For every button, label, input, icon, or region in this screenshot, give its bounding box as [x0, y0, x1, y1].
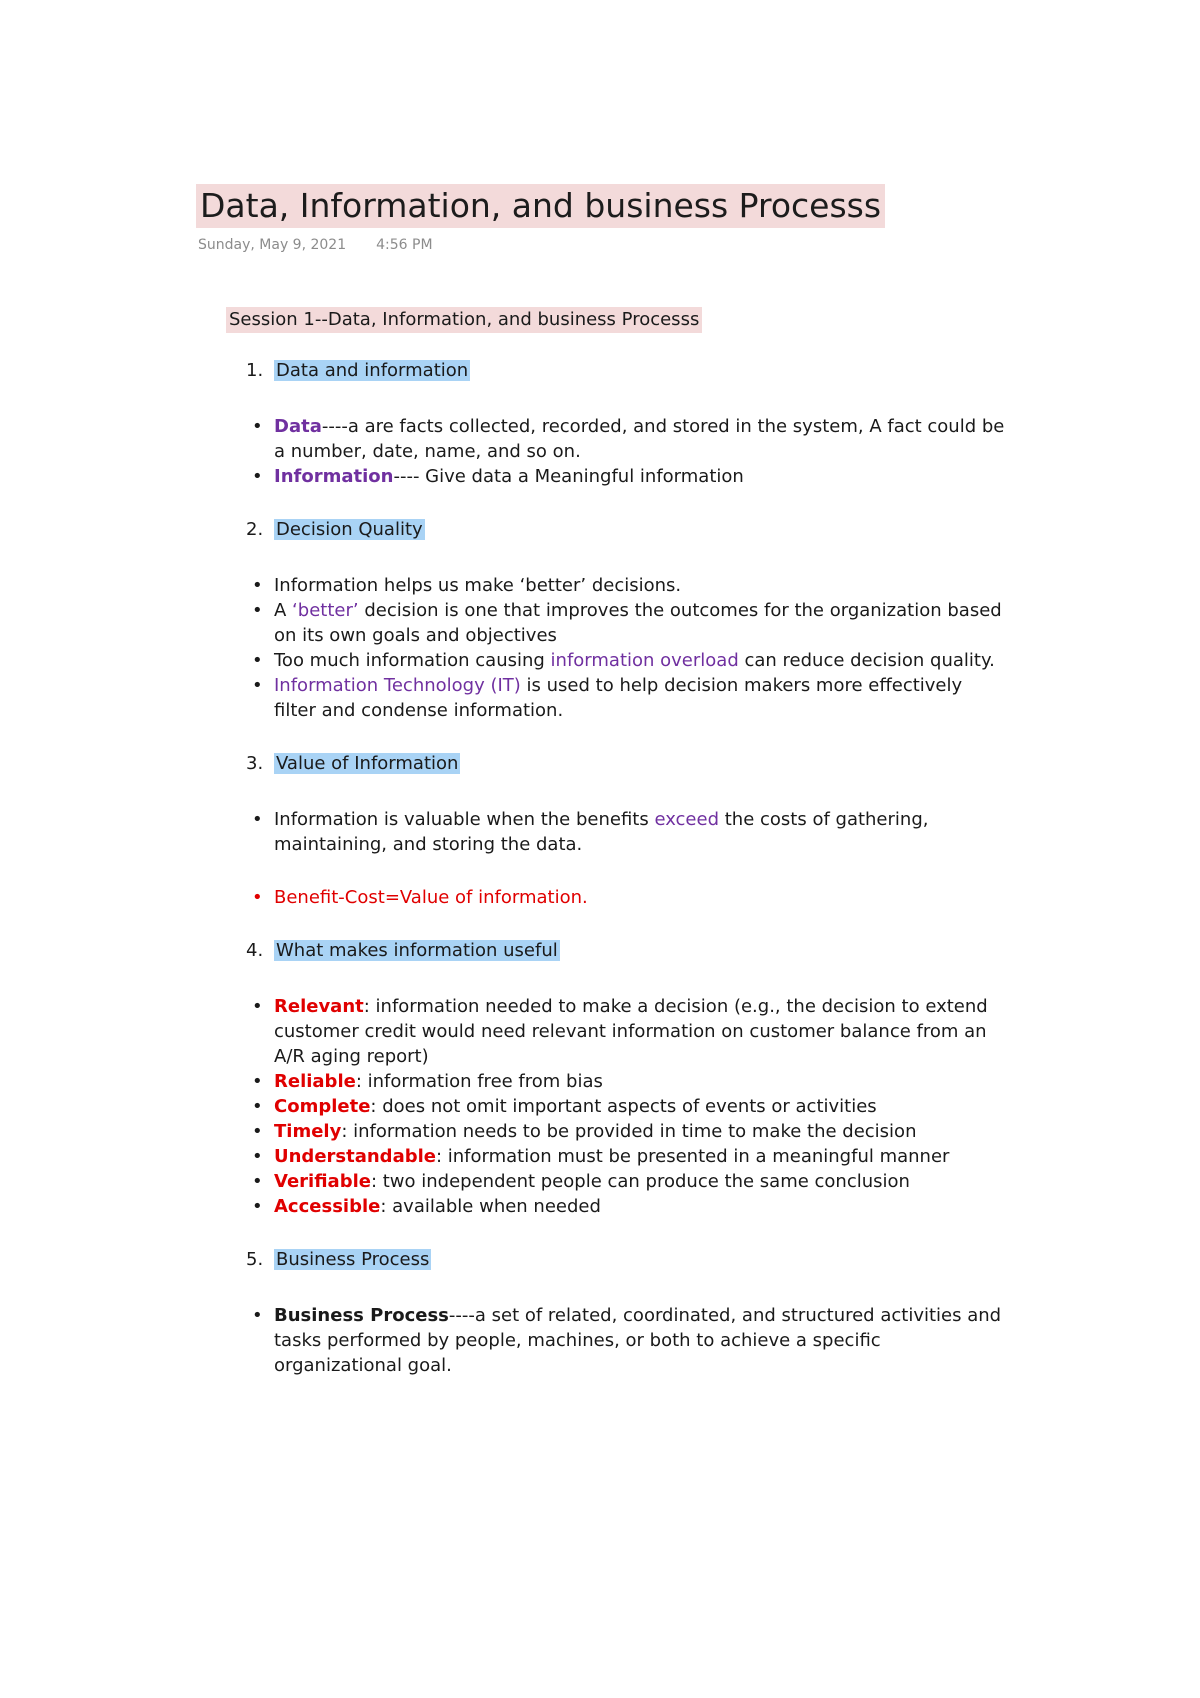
item-text: can reduce decision quality. — [738, 650, 995, 671]
list-item — [274, 1169, 1006, 1194]
term-information-overload: information overload — [550, 650, 739, 671]
item-text: : two independent people can produce the same conclusion — [370, 1171, 910, 1192]
section-title: Business Process — [276, 1249, 430, 1270]
formula-item: • Benefit-Cost=Value of information. — [274, 885, 1006, 910]
item-text: is used to help decision makers more effectively filter and condense information. — [274, 675, 963, 721]
term-accessible: Accessible — [274, 1196, 381, 1217]
session-heading: Session 1--Data, Information, and business Processs — [226, 307, 702, 333]
list-item — [274, 598, 1006, 648]
list-item — [274, 648, 1006, 673]
term-verifiable: Verifiable — [274, 1171, 371, 1192]
list-item: • Information helps us make ‘better’ decisions. — [274, 573, 1006, 598]
note-content — [226, 358, 1006, 1378]
list-item — [274, 673, 1006, 723]
term-it: Information Technology (IT) — [274, 675, 521, 696]
term-business-process: Business Process — [274, 1305, 449, 1326]
list-item — [274, 1144, 1006, 1169]
section-number: 4. — [246, 940, 264, 961]
list-item — [274, 1094, 1006, 1119]
bullet-list — [226, 1303, 1006, 1378]
section-heading-4 — [226, 938, 1006, 966]
list-item — [274, 807, 1006, 857]
bullet-list — [226, 807, 1006, 857]
section-title: Value of Information — [276, 753, 459, 774]
term-relevant: Relevant — [274, 996, 364, 1017]
item-text: ----a are facts collected, recorded, and stored in the system, A fact could be a number, date, name, and so on. — [274, 416, 1005, 462]
item-text: ---- Give data a Meaningful information — [393, 466, 744, 487]
item-text: A — [274, 600, 293, 621]
term-information: Information — [274, 466, 394, 487]
list-item — [274, 414, 1006, 464]
item-text: Information is valuable when the benefits — [274, 809, 655, 830]
item-text: Too much information causing — [274, 650, 551, 671]
term-better: ‘better’ — [292, 600, 359, 621]
section-number: 1. — [246, 360, 264, 381]
page-title: Data, Information, and business Processs — [196, 184, 885, 228]
item-text: the costs of gathering, maintaining, and storing the data. — [274, 809, 929, 855]
section-heading-2 — [226, 517, 1006, 545]
term-timely: Timely — [274, 1121, 342, 1142]
term-reliable: Reliable — [274, 1071, 356, 1092]
list-item — [274, 994, 1006, 1069]
section-number: 3. — [246, 753, 264, 774]
page-date: Sunday, May 9, 2021 — [198, 237, 347, 253]
item-text: : information free from bias — [355, 1071, 603, 1092]
item-text: decision is one that improves the outcomes for the organization based on its own goals and objectives — [274, 600, 1002, 646]
item-text: : information needed to make a decision (e.g., the decision to extend customer credit would need relevant information on customer balance from an A/R aging report) — [274, 996, 988, 1067]
term-understandable: Understandable — [274, 1146, 436, 1167]
term-data: Data — [274, 416, 322, 437]
bullet-list — [226, 994, 1006, 1219]
section-heading-5 — [226, 1247, 1006, 1275]
bullet-list — [226, 885, 1006, 910]
page-timestamp — [198, 237, 433, 253]
page-time: 4:56 PM — [376, 237, 433, 253]
term-complete: Complete — [274, 1096, 371, 1117]
bullet-list — [226, 414, 1006, 489]
section-title: What makes information useful — [276, 940, 558, 961]
item-text: : available when needed — [380, 1196, 601, 1217]
section-title: Decision Quality — [276, 519, 423, 540]
bullet-list — [226, 573, 1006, 723]
list-item — [274, 1069, 1006, 1094]
item-text: : information must be presented in a meaningful manner — [435, 1146, 950, 1167]
section-number: 5. — [246, 1249, 264, 1270]
list-item — [274, 1303, 1006, 1378]
item-text: : does not omit important aspects of events or activities — [370, 1096, 877, 1117]
section-heading-1 — [226, 358, 1006, 386]
list-item — [274, 1119, 1006, 1144]
section-title: Data and information — [276, 360, 469, 381]
item-text: : information needs to be provided in time to make the decision — [341, 1121, 917, 1142]
page-title-wrapper — [196, 184, 885, 228]
list-item — [274, 1194, 1006, 1219]
section-number: 2. — [246, 519, 264, 540]
item-text: ----a set of related, coordinated, and structured activities and tasks performed by people, machines, or both to achieve a specific organizational goal. — [274, 1305, 1002, 1376]
term-exceed: exceed — [654, 809, 720, 830]
list-item — [274, 464, 1006, 489]
section-heading-3 — [226, 751, 1006, 779]
